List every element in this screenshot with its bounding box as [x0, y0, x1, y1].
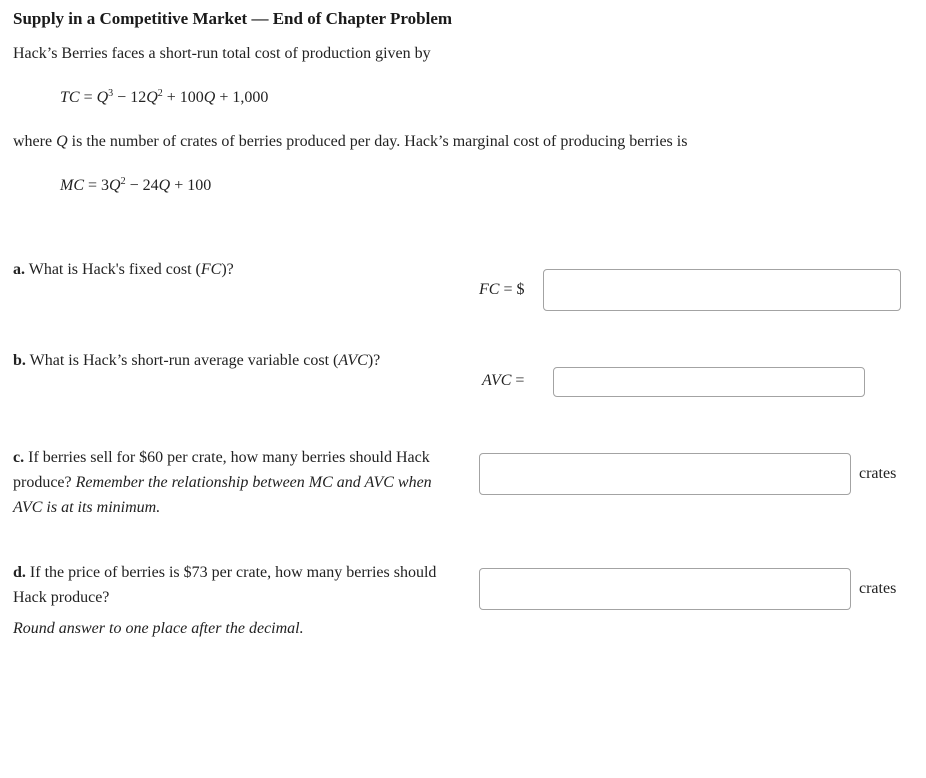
avc-answer-input[interactable]	[553, 367, 865, 397]
fc-label: FC = $	[479, 281, 525, 298]
rounding-note: Round answer to one place after the decimal.	[13, 620, 304, 637]
where-text: where Q is the number of crates of berries produced per day. Hack’s marginal cost of producing berries is	[13, 133, 688, 150]
avc-label: AVC =	[482, 372, 525, 389]
crates-unit-c: crates	[859, 465, 897, 482]
quantity-60-answer-input[interactable]	[479, 453, 851, 495]
question-a: a. What is Hack's fixed cost (FC)?	[13, 261, 234, 278]
problem-title: Supply in a Competitive Market — End of Chapter Problem	[13, 9, 453, 28]
intro-text: Hack’s Berries faces a short-run total cost of production given by	[13, 45, 431, 62]
question-c-hint: Remember the relationship between MC and AVC when AVC is at its minimum.	[13, 474, 432, 516]
crates-unit-d: crates	[859, 580, 897, 597]
quantity-73-answer-input[interactable]	[479, 568, 851, 610]
question-c: c. If berries sell for $60 per crate, how many berries should Hack produce? Remember the relationship between MC and AVC when AVC is at its minimum.	[13, 449, 432, 516]
tc-equation: TC = $Q^3 - 12Q^2 + 100Q + 1,000$	[60, 88, 269, 106]
question-d: d. If the price of berries is $73 per crate, how many berries should Hack produce?	[13, 564, 437, 606]
question-b: b. What is Hack’s short-run average variable cost (AVC)?	[13, 352, 381, 369]
fc-answer-input[interactable]	[543, 269, 901, 311]
mc-equation: MC = $3Q^2 - 24Q + 100$	[60, 176, 212, 194]
